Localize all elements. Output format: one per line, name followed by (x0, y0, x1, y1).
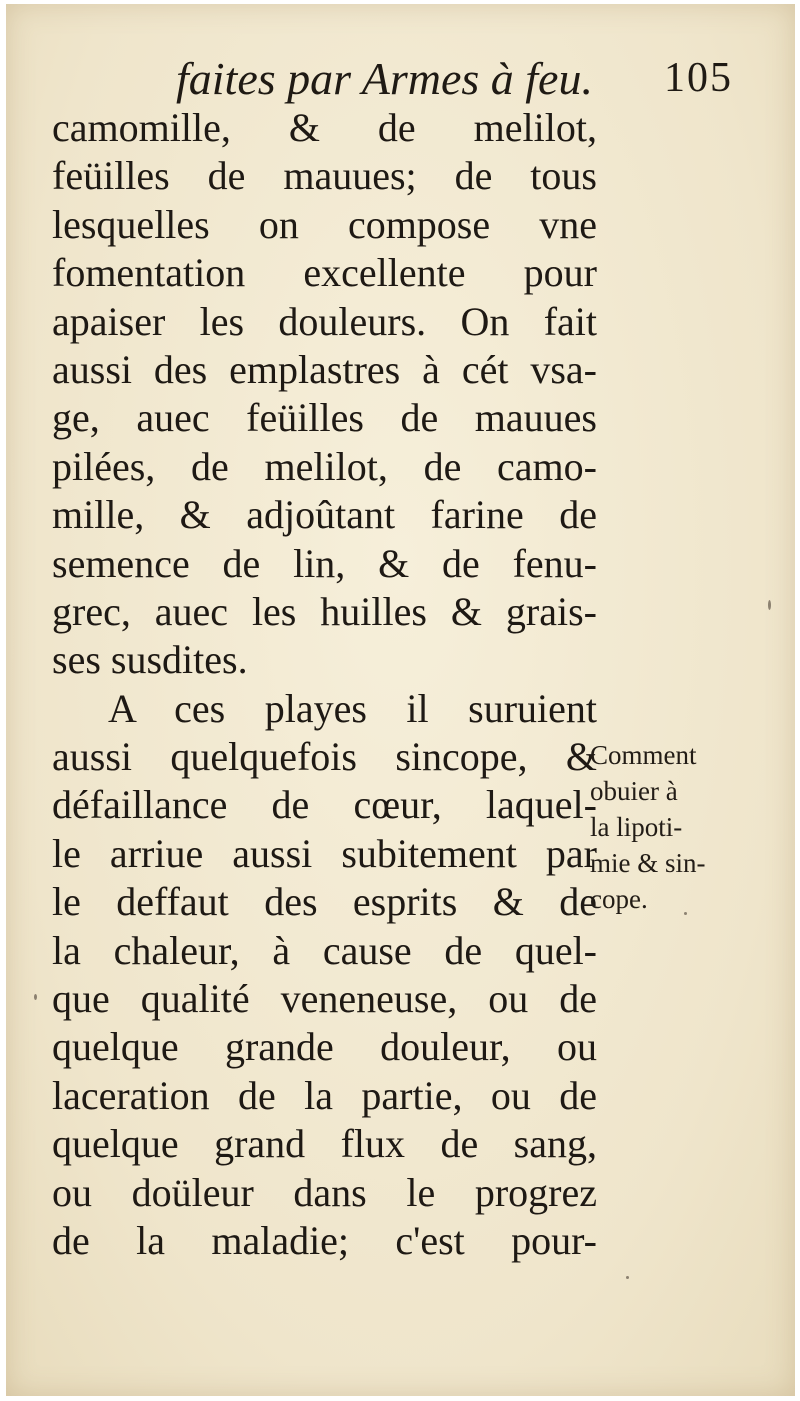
text-line: aussi des emplastres à cét vsa- (52, 346, 597, 392)
text-line: la chaleur, à cause de quel- (52, 927, 597, 973)
page-number: 105 (664, 55, 733, 101)
margin-note-line: obuier à (590, 776, 678, 806)
ink-speck (34, 994, 37, 1000)
margin-note-line: Comment (590, 740, 697, 770)
text-line: que qualité veneneuse, ou de (52, 976, 597, 1022)
ink-speck (626, 1276, 629, 1279)
text-line: semence de lin, & de fenu- (52, 540, 597, 586)
text-line: pilées, de melilot, de camo- (52, 443, 597, 489)
text-line: apaiser les douleurs. On fait (52, 298, 597, 344)
text-line: feüilles de mauues; de tous (52, 153, 597, 199)
paragraph-end-line: ses susdites. (52, 637, 248, 683)
text-line: fomentation excellente pour (52, 250, 597, 296)
text-line: grec, auec les huilles & grais- (52, 588, 597, 634)
text-line: quelque grand flux de sang, (52, 1121, 597, 1167)
running-head: faites par Armes à feu. (176, 53, 593, 104)
text-line: laceration de la partie, ou de (52, 1072, 597, 1118)
ink-speck (768, 600, 771, 610)
book-page (6, 4, 795, 1396)
main-text (52, 104, 597, 1265)
paragraph-start-line: A ces playes il suruient (108, 685, 597, 731)
margin-note-line: mie & sin- (590, 848, 706, 878)
text-line: ge, auec feüilles de mauues (52, 395, 597, 441)
ink-speck (684, 912, 687, 915)
margin-note-line: la lipoti- (590, 812, 683, 842)
text-line: camomille, & de melilot, (52, 105, 597, 150)
margin-note-line: cope. (590, 884, 648, 914)
text-line: mille, & adjoûtant farine de (52, 492, 597, 538)
text-line: le arriue aussi subitement par (52, 830, 597, 876)
text-line: de la maladie; c'est pour- (52, 1217, 597, 1263)
text-line: aussi quelquefois sincope, & (52, 734, 597, 780)
text-line: quelque grande douleur, ou (52, 1024, 597, 1070)
text-line: ou doüleur dans le progrez (52, 1169, 597, 1215)
margin-note (590, 737, 780, 917)
text-line: défaillance de cœur, laquel- (52, 782, 597, 828)
text-line: le deffaut des esprits & de (52, 879, 597, 925)
text-line: lesquelles on compose vne (52, 201, 597, 247)
